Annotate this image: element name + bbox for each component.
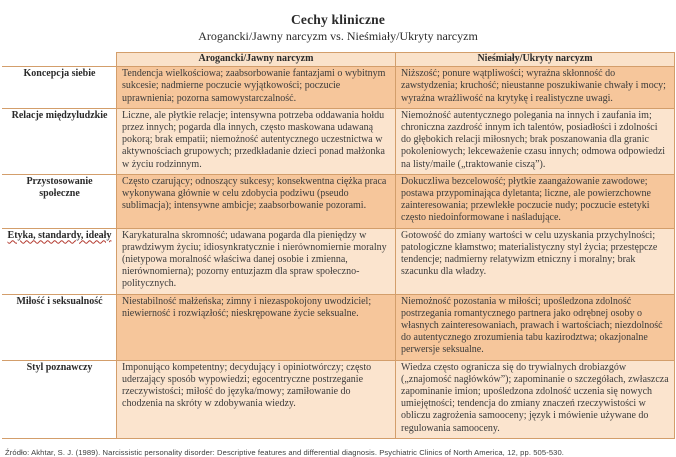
cell-overt: Niestabilność małżeńska; zimny i niezaspokojony uwodziciel; niewierność i rozwiązłość; nieskrępowane życie seksualne.	[117, 294, 396, 360]
row-header: Styl poznawczy	[3, 360, 117, 438]
table-row-przystosowanie-spoleczne	[3, 174, 675, 228]
row-header: Miłość i seksualność	[3, 294, 117, 360]
row-header: Etyka, standardy, ideały	[3, 228, 117, 294]
column-header-covert: Nieśmiały/Ukryty narcyzm	[396, 53, 675, 67]
row-header: Relacje międzyludzkie	[3, 108, 117, 174]
row-header: Koncepcja siebie	[3, 67, 117, 109]
cell-overt: Liczne, ale płytkie relacje; intensywna potrzeba oddawania hołdu przez innych; pogarda dla innych, często maskowana udawaną pokorą; brak empatii; niemożność autentycznego uczestnictwa w aktywnościach grupowych; przedkładanie dzieci ponad małżonka w życiu rodzinnym.	[117, 108, 396, 174]
cell-covert: Niższość; ponure wątpliwości; wyraźna skłonność do zawstydzenia; kruchość; nieustanne poszukiwanie chwały i mocy; wyraźna wrażliwość na krytykę i realistyczne uwagi.	[396, 67, 675, 109]
source-citation: Źródło: Akhtar, S. J. (1989). Narcissistic personality disorder: Descriptive features and differential diagnosis. Psychiatric Clinics of North America, 12, pp. 505-530.	[5, 447, 565, 457]
cell-covert: Dokuczliwa bezcelowość; płytkie zaangażowanie zawodowe; postawa przypominająca dyletanta; liczne, ale powierzchowne zainteresowania; przewlekłe poczucie nudy; poczucie estetyki często niedoinformowane i naśladujące.	[396, 174, 675, 228]
cell-covert: Niemożność pozostania w miłości; upośledzona zdolność postrzegania romantycznego partnera jako odrębnej osoby o własnych zainteresowaniach, prawach i wartościach; niezdolność do autentycznego zrozumienia tabu kazirodztwa; okazjonalne perwersje seksualne.	[396, 294, 675, 360]
table-row-milosc-i-seksualnosc	[3, 294, 675, 360]
corner-cell	[3, 53, 117, 67]
cell-overt: Często czarujący; odnoszący sukcesy; konsekwentna ciężka praca wykonywana głównie w celu zdobycia podziwu (pseudo sublimacja); intensywne ambicje; zaabsorbowanie pozorami.	[117, 174, 396, 228]
cell-covert: Gotowość do zmiany wartości w celu uzyskania przychylności; patologiczne kłamstwo; materialistyczny styl życia; przestępcze tendencje; nadmierny relatywizm etniczny i moralny; brak szacunku dla władzy.	[396, 228, 675, 294]
cell-overt: Karykaturalna skromność; udawana pogarda dla pieniędzy w prawdziwym życiu; idiosynkratycznie i nierównomiernie moralny (nietypowa moralność właściwa danej osobie i zmienna, nierównomierna); pozorny entuzjazm dla spraw społeczno-politycznych.	[117, 228, 396, 294]
column-header-overt: Arogancki/Jawny narcyzm	[117, 53, 396, 67]
table-row-koncepcja-siebie	[3, 67, 675, 109]
table-row-relacje-miedzyludzkie	[3, 108, 675, 174]
cell-overt: Imponująco kompetentny; decydujący i opiniotwórczy; często uderzający sposób wypowiedzi; egocentryczne postrzeganie rzeczywistości; miłość do języka/mowy; zamiłowanie do chodzenia na skróty w zdobywania wiedzy.	[117, 360, 396, 438]
clinical-features-table	[2, 52, 675, 439]
cell-covert: Niemożność autentycznego polegania na innych i zaufania im; chroniczna zazdrość innym ich talentów, posiadłości i zdolności do głębokich relacji miłosnych; brak poszanowania dla granic pokoleniowych; lekceważenie czasu innych; odmowa odpowiedzi na listy/maile („traktowanie ciszą”).	[396, 108, 675, 174]
table-row-etyka-standardy-idealy	[3, 228, 675, 294]
cell-covert: Wiedza często ogranicza się do trywialnych drobiazgów („znajomość nagłówków”); zapominanie o szczegółach, zwłaszcza zapominanie imion; upośledzona zdolność uczenia się nowych umiejętności; tendencja do zmiany znaczeń rzeczywistości w obliczu zagrożenia samooceny; język i mówienie używane do regulowania samooceny.	[396, 360, 675, 438]
page-title: Cechy kliniczne	[290, 12, 386, 27]
column-header-row	[3, 53, 675, 67]
page-subtitle: Arogancki/Jawny narcyzm vs. Nieśmiały/Ukryty narcyzm	[198, 29, 478, 43]
row-header: Przystosowanie społeczne	[3, 174, 117, 228]
cell-overt: Tendencja wielkościowa; zaabsorbowanie fantazjami o wybitnym sukcesie; nadmierne poczucie wyjątkowości; poczucie uprawnienia; pozorna samowystarczalność.	[117, 67, 396, 109]
table-row-styl-poznawczy	[3, 360, 675, 438]
